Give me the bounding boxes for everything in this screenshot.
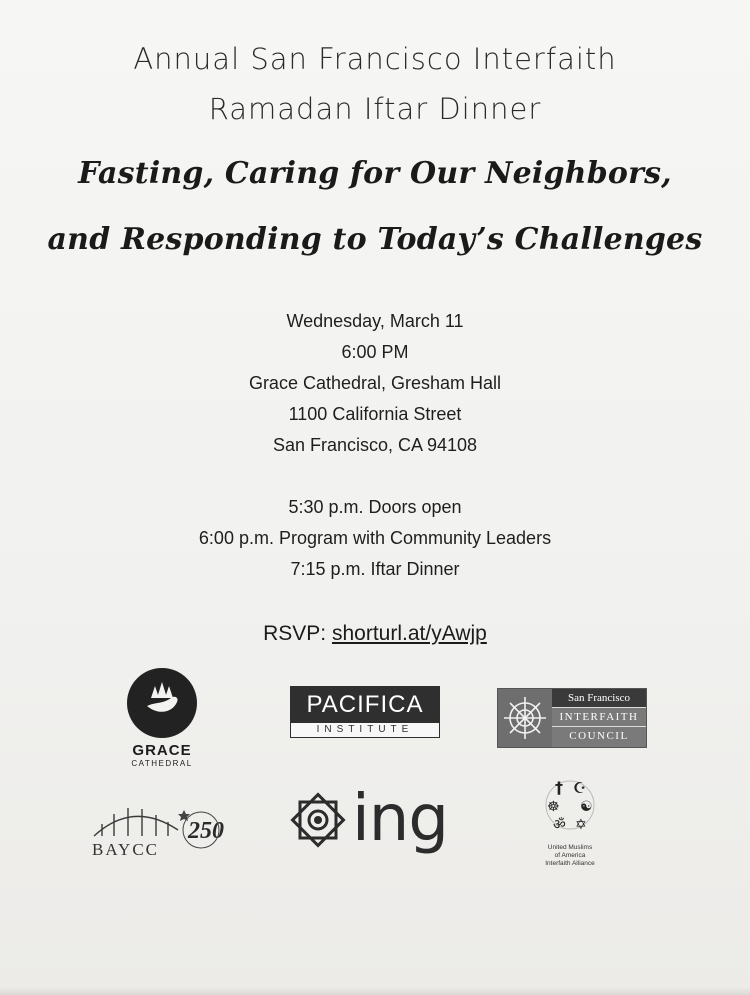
agenda-item: 6:00 p.m. Program with Community Leaders (198, 528, 552, 548)
starburst-icon (498, 689, 552, 747)
sfic-logo-line1: San Francisco (552, 689, 646, 707)
ing-logo-text: ing (352, 782, 448, 856)
theme-line-1: Fasting, Caring for Our Neighbors, (78, 156, 672, 191)
event-date: Wednesday, March 11 (286, 311, 464, 331)
pacifica-logo-text: PACIFICA (290, 686, 440, 722)
page-shadow (0, 987, 750, 995)
umaia-logo-line3: Interfaith Alliance (545, 860, 595, 867)
agenda-item: 5:30 p.m. Doors open (288, 497, 462, 517)
rsvp-label: RSVP: (263, 622, 327, 645)
baycc-logo (88, 800, 233, 860)
svg-text:☪: ☪ (573, 779, 587, 797)
event-venue: Grace Cathedral, Gresham Hall (248, 373, 502, 393)
grace-logo-subtext: CATHEDRAL (131, 759, 193, 768)
sf-interfaith-council-logo (497, 688, 647, 748)
pacifica-institute-logo (290, 686, 440, 738)
umaia-logo-line1: United Muslims (547, 844, 593, 851)
svg-text:†: † (555, 778, 563, 797)
sfic-logo-line3: COUNCIL (552, 726, 646, 745)
agenda-item: 7:15 p.m. Iftar Dinner (290, 559, 460, 579)
title-line-2: Ramadan Iftar Dinner (208, 92, 542, 126)
umaia-logo-line2: of America (554, 852, 586, 859)
grace-cathedral-logo (112, 668, 212, 778)
event-time: 6:00 PM (341, 342, 409, 362)
svg-text:☯: ☯ (580, 799, 593, 815)
svg-text:✡: ✡ (575, 817, 587, 833)
theme-line-2: and Responding to Today’s Challenges (47, 222, 703, 257)
event-city: San Francisco, CA 94108 (272, 435, 478, 455)
faith-symbols-icon (533, 773, 607, 837)
rsvp-link[interactable]: shorturl.at/yAwjp (332, 622, 487, 645)
dove-icon (127, 668, 197, 738)
baycc-badge: 250 (188, 818, 224, 844)
rsvp-line (0, 622, 750, 646)
title-line-1: Annual San Francisco Interfaith (133, 42, 617, 76)
uma-interfaith-alliance-logo (520, 773, 620, 878)
ing-logo (288, 782, 458, 858)
svg-text:ॐ: ॐ (553, 817, 566, 833)
sfic-logo-line2: INTERFAITH (552, 707, 646, 726)
geometric-star-icon (288, 790, 348, 850)
pacifica-logo-subtext: INSTITUTE (290, 722, 440, 738)
event-street: 1100 California Street (288, 404, 462, 424)
baycc-logo-text: BAYCC (92, 840, 160, 859)
svg-text:☸: ☸ (547, 799, 560, 815)
grace-logo-text: GRACE (132, 742, 192, 759)
